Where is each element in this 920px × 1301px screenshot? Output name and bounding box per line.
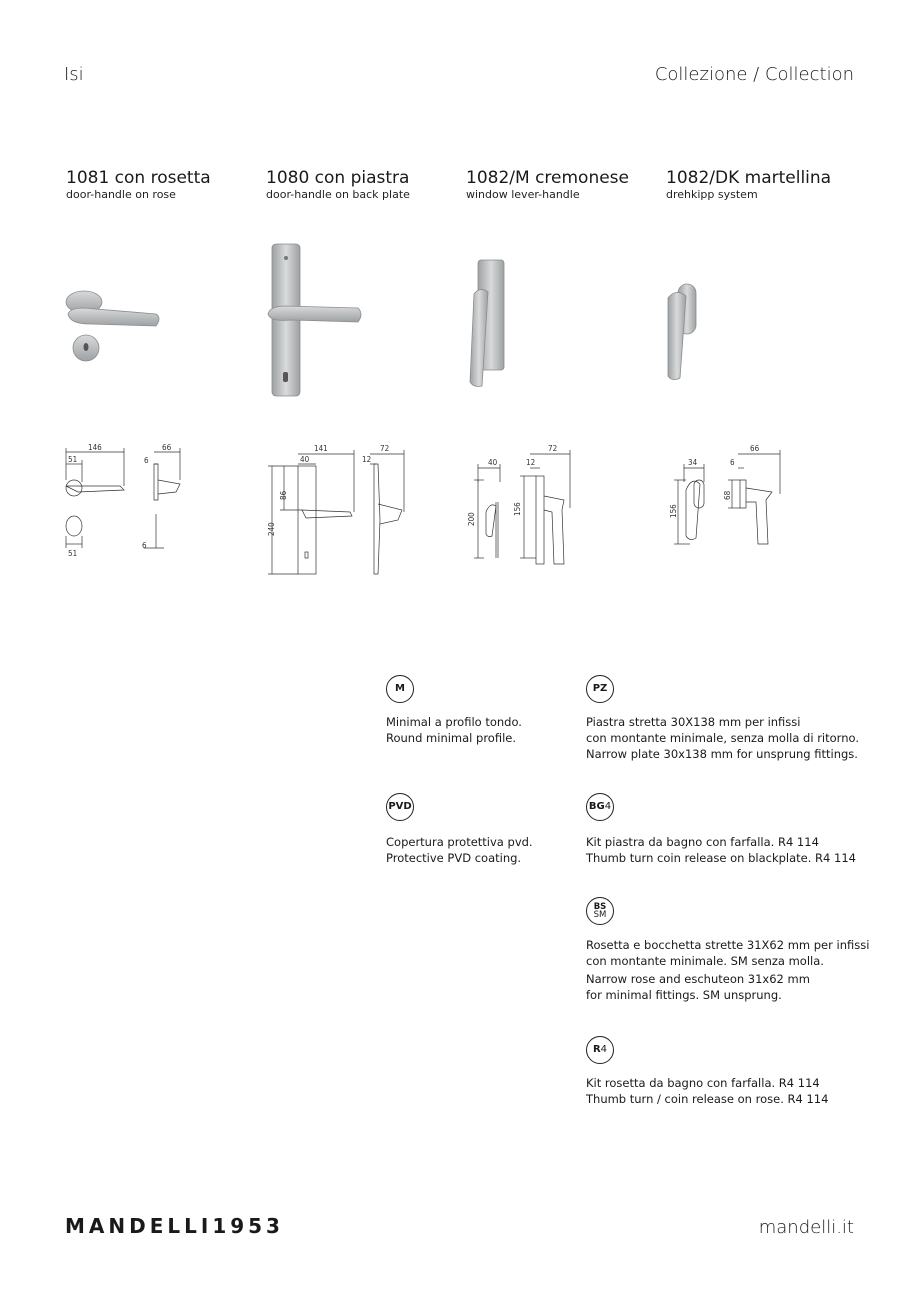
option-desc-pvd: Copertura protettiva pvd. Protective PVD coating. bbox=[386, 835, 533, 865]
product-subtitle: door-handle on back plate bbox=[266, 188, 410, 201]
option-badge-bs-sm: BS SM bbox=[586, 897, 614, 925]
option-desc-m: Minimal a profilo tondo. Round minimal profile. bbox=[386, 715, 522, 745]
technical-drawing-1080 bbox=[262, 440, 412, 580]
dimension-label: 40 bbox=[300, 455, 310, 464]
dimension-label: 6 bbox=[144, 456, 149, 465]
product-title: 1082/DK martellina bbox=[666, 168, 832, 188]
dimension-label: 6 bbox=[730, 458, 735, 467]
dimension-label: 12 bbox=[526, 458, 536, 467]
brand-logo: MANDELLI1953 bbox=[65, 1214, 284, 1238]
dimension-label: 156 bbox=[513, 502, 522, 516]
dimension-label: 141 bbox=[314, 444, 328, 453]
product-1080 bbox=[266, 168, 410, 201]
dimension-label: 51 bbox=[68, 549, 78, 558]
product-photo-1081 bbox=[60, 280, 170, 370]
dimension-label: 240 bbox=[267, 522, 276, 536]
product-title: 1082/M cremonese bbox=[466, 168, 629, 188]
dimension-label: 6 bbox=[142, 541, 147, 550]
product-photo-1080 bbox=[262, 242, 372, 402]
product-1082m bbox=[466, 168, 629, 201]
product-subtitle: door-handle on rose bbox=[66, 188, 176, 201]
product-photo-1082m bbox=[460, 254, 520, 394]
product-subtitle: drehkipp system bbox=[666, 188, 758, 201]
dimension-label: 66 bbox=[750, 444, 760, 453]
dimension-label: 72 bbox=[548, 444, 558, 453]
option-desc-bs-sm: Rosetta e bocchetta strette 31X62 mm per infissi con montante minimale. SM senza molla. Narrow rose and eschuteon 31x62 mm for minimal fittings. SM unsprung. bbox=[586, 938, 870, 1002]
dimension-label: 156 bbox=[669, 504, 678, 518]
section-title: Collezione / Collection bbox=[654, 64, 854, 85]
dimension-label: 12 bbox=[362, 455, 372, 464]
dimension-label: 68 bbox=[723, 490, 732, 500]
product-title: 1080 con piastra bbox=[266, 168, 410, 188]
dimension-label: 72 bbox=[380, 444, 390, 453]
product-photo-1082dk bbox=[660, 280, 710, 390]
option-badge-pvd: PVD bbox=[386, 793, 414, 821]
product-subtitle: window lever-handle bbox=[466, 188, 580, 201]
dimension-label: 34 bbox=[688, 458, 698, 467]
technical-drawing-1082dk bbox=[660, 440, 790, 560]
dimension-label: 51 bbox=[68, 455, 78, 464]
option-badge-bg4: BG 4 bbox=[586, 793, 614, 821]
product-title: 1081 con rosetta bbox=[66, 168, 211, 188]
dimension-label: 200 bbox=[467, 512, 476, 526]
option-desc-pz: Piastra stretta 30X138 mm per infissi con montante minimale, senza molla di ritorno. Narrow plate 30x138 mm for unsprung fittings. bbox=[586, 715, 859, 761]
dimension-label: 66 bbox=[162, 443, 172, 452]
dimension-label: 146 bbox=[88, 443, 102, 452]
dimension-label: 86 bbox=[279, 490, 288, 500]
option-desc-r4: Kit rosetta da bagno con farfalla. R4 114 Thumb turn / coin release on rose. R4 114 bbox=[586, 1076, 829, 1106]
technical-drawing-1081 bbox=[58, 440, 198, 560]
option-badge-m: M bbox=[386, 675, 414, 703]
technical-drawing-1082m bbox=[460, 440, 590, 570]
option-desc-bg4: Kit piastra da bagno con farfalla. R4 114 Thumb turn coin release on blackplate. R4 114 bbox=[586, 835, 856, 865]
website-link[interactable]: mandelli.it bbox=[758, 1217, 854, 1238]
product-1081 bbox=[66, 168, 211, 201]
product-1082dk bbox=[666, 168, 831, 201]
series-name: Isi bbox=[64, 64, 84, 85]
option-badge-pz: PZ bbox=[586, 675, 614, 703]
dimension-label: 40 bbox=[488, 458, 498, 467]
option-badge-r4: R 4 bbox=[586, 1036, 614, 1064]
